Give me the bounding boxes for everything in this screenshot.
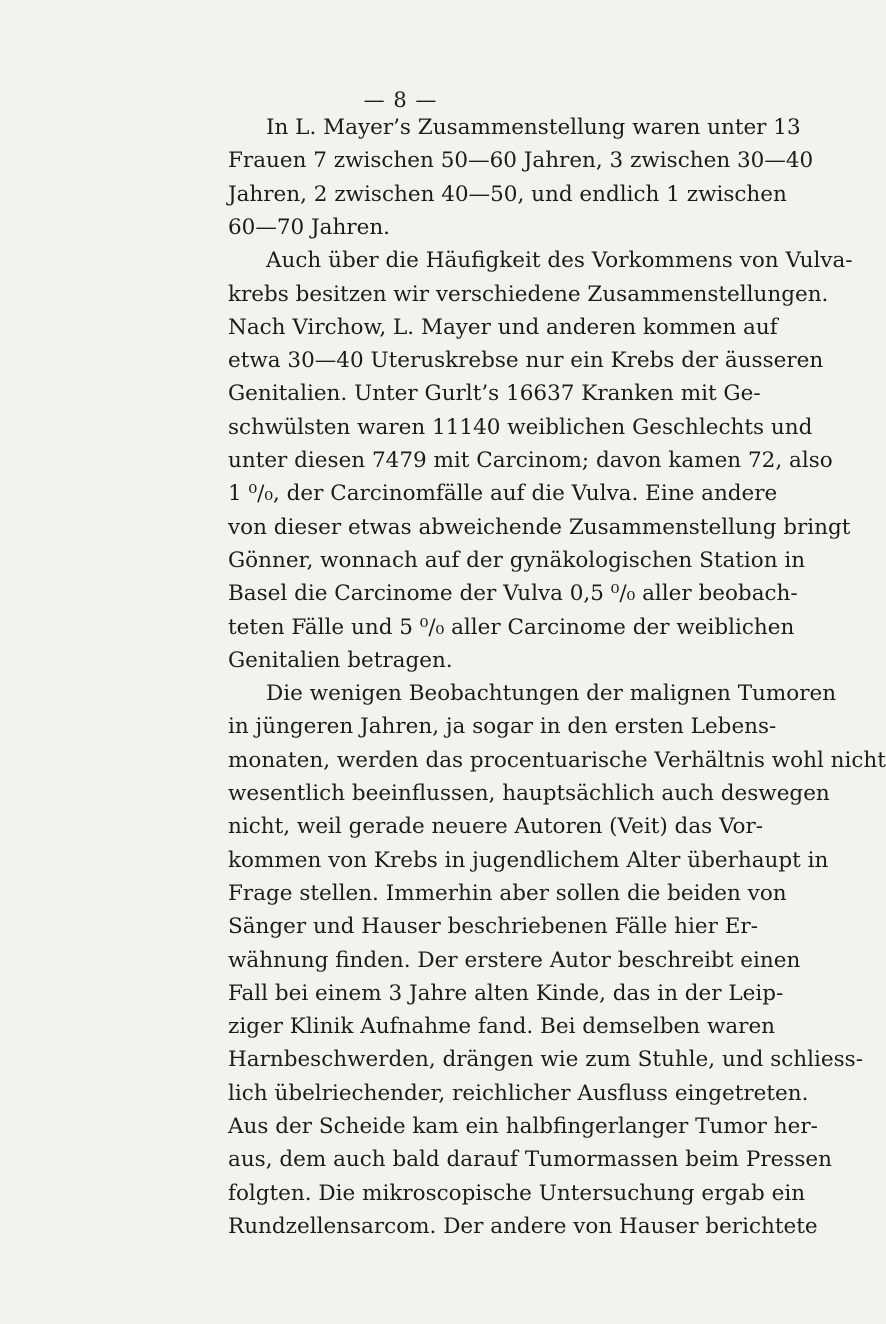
text-line: Frage stellen. Immerhin aber sollen die beiden von [228, 880, 787, 906]
text-line: nicht, weil gerade neuere Autoren (Veit) das Vor- [228, 814, 764, 840]
text-line: Gönner, wonnach auf der gynäkologischen Station in [228, 547, 806, 573]
text-line: Genitalien betragen. [228, 647, 453, 673]
text-line: Harnbeschwerden, drängen wie zum Stuhle, und schliess- [228, 1047, 863, 1073]
text-line: wähnung finden. Der erstere Autor beschreibt einen [228, 947, 801, 973]
page-number: — 8 — [363, 88, 438, 112]
text-line: 1 ⁰/₀, der Carcinomfälle auf die Vulva. Eine andere [228, 481, 778, 507]
text-line: Genitalien. Unter Gurlt’s 16637 Kranken mit Ge- [228, 381, 761, 407]
text-line: in jüngeren Jahren, ja sogar in den ersten Lebens- [228, 714, 777, 740]
text-line: Basel die Carcinome der Vulva 0,5 ⁰/₀ aller beobach- [228, 581, 798, 607]
text-line: Auch über die Häufigkeit des Vorkommens von Vulva- [266, 248, 853, 274]
text-line: folgten. Die mikroscopische Untersuchung ergab ein [228, 1180, 806, 1206]
text-line: Aus der Scheide kam ein halbfingerlanger Tumor her- [228, 1114, 818, 1139]
text-line: monaten, werden das procentuarische Verhältnis wohl nicht [228, 747, 886, 773]
text-line: kommen von Krebs in jugendlichem Alter überhaupt in [228, 847, 829, 873]
text-line: 60—70 Jahren. [228, 214, 391, 240]
text-line: teten Fälle und 5 ⁰/₀ aller Carcinome der weiblichen [228, 614, 795, 640]
text-line: Die wenigen Beobachtungen der malignen Tumoren [266, 681, 837, 707]
text-line: schwülsten waren 11140 weiblichen Geschlechts und [228, 414, 813, 440]
text-line: Rundzellensarcom. Der andere von Hauser berichtete [228, 1213, 818, 1239]
text-line: Fall bei einem 3 Jahre alten Kinde, das in der Leip- [228, 980, 784, 1006]
text-line: wesentlich beeinflussen, hauptsächlich auch deswegen [228, 781, 830, 806]
text-line: aus, dem auch bald darauf Tumormassen beim Pressen [228, 1147, 832, 1173]
text-line: von dieser etwas abweichende Zusammenstellung bringt [228, 514, 851, 540]
text-line: In L. Mayer’s Zusammenstellung waren unter 13 [266, 115, 801, 140]
text-line: Frauen 7 zwischen 50—60 Jahren, 3 zwischen 30—40 [228, 148, 814, 174]
text-line: ziger Klinik Aufnahme fand. Bei demselben waren [228, 1014, 776, 1040]
text-line: Jahren, 2 zwischen 40—50, und endlich 1 zwischen [228, 181, 787, 207]
text-line: lich übelriechender, reichlicher Ausfluss eingetreten. [228, 1080, 809, 1106]
text-line: Nach Virchow, L. Mayer und anderen kommen auf [228, 314, 778, 340]
text-line: etwa 30—40 Uteruskrebse nur ein Krebs der äusseren [228, 348, 824, 374]
text-line: krebs besitzen wir verschiedene Zusammenstellungen. [228, 281, 829, 307]
text-line: unter diesen 7479 mit Carcinom; davon kamen 72, also [228, 448, 833, 473]
text-line: Sänger und Hauser beschriebenen Fälle hier Er- [228, 914, 758, 940]
